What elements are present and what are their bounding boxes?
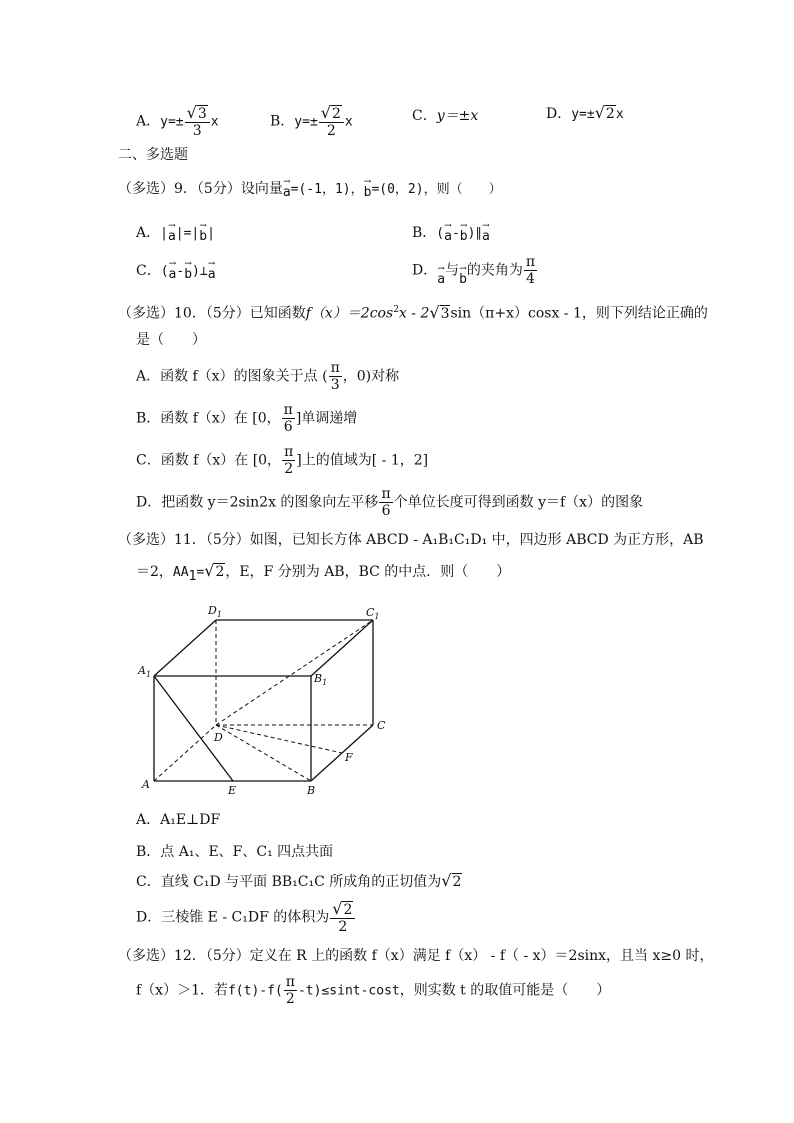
- segment-d-b: [216, 725, 311, 781]
- q12-stem-line2: f（x）＞1．若f(t)-f( $\frac{\pi}{2}$ -t)≤sint-cost，则实数 t 的取值可能是（ ）: [136, 974, 611, 1007]
- q9-option-a: A．| → a |=| → b |: [136, 221, 215, 244]
- q11-stem-line2: ＝2，$AA_1=$ √ 2 ，E，F 分别为 AB，BC 的中点．则（ ）: [136, 561, 511, 584]
- q10-option-d: D．把函数 y＝2sin2x 的图象向左平移 $\frac{\pi}{6}$ 个单位长度可得到函数 y＝f（x）的图象: [136, 486, 644, 519]
- label-a: A: [142, 778, 150, 791]
- q8-option-d: D．y=± √ 2 x: [546, 103, 624, 122]
- q11-option-d: D．三棱锥 E - C₁DF 的体积为 √ 2 2: [136, 900, 356, 935]
- label-e: E: [228, 784, 237, 797]
- q9-option-d: D． → a 与 → b 的夹角为 $\frac{\pi}{4}$: [412, 254, 536, 287]
- label-f: F: [345, 751, 353, 764]
- label-a1: $A_1$: [138, 664, 152, 679]
- q10-option-b: B．函数 f（x）在 [0， $\frac{\pi}{6}$ ]单调递增: [136, 402, 358, 435]
- q11-stem-line1: （多选）11．（5分）如图，已知长方体 ABCD - A₁B₁C₁D₁ 中，四边形 ABCD 为正方形，AB: [118, 532, 704, 548]
- q12-stem-line1: （多选）12．（5分）定义在 R 上的函数 f（x）满足 f（x） - f（ - x）＝2sinx，且当 x≥0 时，: [118, 948, 714, 964]
- label-d: D: [214, 731, 223, 744]
- q10-stem-line2: 是（ ）: [136, 332, 206, 348]
- label-d1: $D_1$: [208, 604, 222, 619]
- edge-a-d: [154, 725, 216, 781]
- q10-option-c: C．函数 f（x）在 [0， $\frac{\pi}{2}$ ]上的值域为[ - 1，2]: [136, 444, 429, 477]
- q8-option-a: A．y=± √ 3 3 x: [136, 103, 219, 139]
- label-b: B: [307, 784, 316, 797]
- section-title: 二、多选题: [118, 147, 188, 163]
- segment-d-f: [216, 725, 342, 753]
- label-c1: $C_1$: [366, 606, 380, 621]
- edge-a1-d1: [154, 620, 216, 676]
- q8-option-c: C．y＝±x: [412, 108, 479, 124]
- q10-stem-line1: （多选）10．（5分）已知函数$f(x)=2\cos^2x - 2$ √ 3 sin（π+x）cosx - 1，则下列结论正确的: [118, 302, 708, 322]
- segment-d-c1: [216, 620, 373, 725]
- edge-b1-c1: [311, 620, 373, 676]
- q10-option-a: A．函数 f（x）的图象关于点 ( $\frac{\pi}{3}$ ，0)对称: [136, 360, 400, 393]
- segment-a1-e: [154, 676, 233, 781]
- q9-stem: （多选）9．（5分）设向量 → a =(-1，1)， → b =(0，2)，则（ ）: [118, 177, 502, 200]
- label-c: C: [377, 719, 386, 732]
- q11-option-b: B．点 A₁、E、F、C₁ 四点共面: [136, 844, 334, 860]
- q11-option-c: C．直线 C₁D 与平面 BB₁C₁C 所成角的正切值为 √ 2: [136, 871, 462, 890]
- label-b1: $B_1$: [314, 672, 328, 687]
- cuboid-figure: [130, 598, 400, 798]
- q9-option-b: B．( → a - → b )∥ → a: [412, 221, 490, 244]
- q9-option-c: C．( → a - → b )⊥ → a: [136, 259, 216, 282]
- q8-option-b: B．y=± √ 2 2 x: [270, 103, 353, 139]
- q11-option-a: A．A₁E⊥DF: [136, 812, 221, 828]
